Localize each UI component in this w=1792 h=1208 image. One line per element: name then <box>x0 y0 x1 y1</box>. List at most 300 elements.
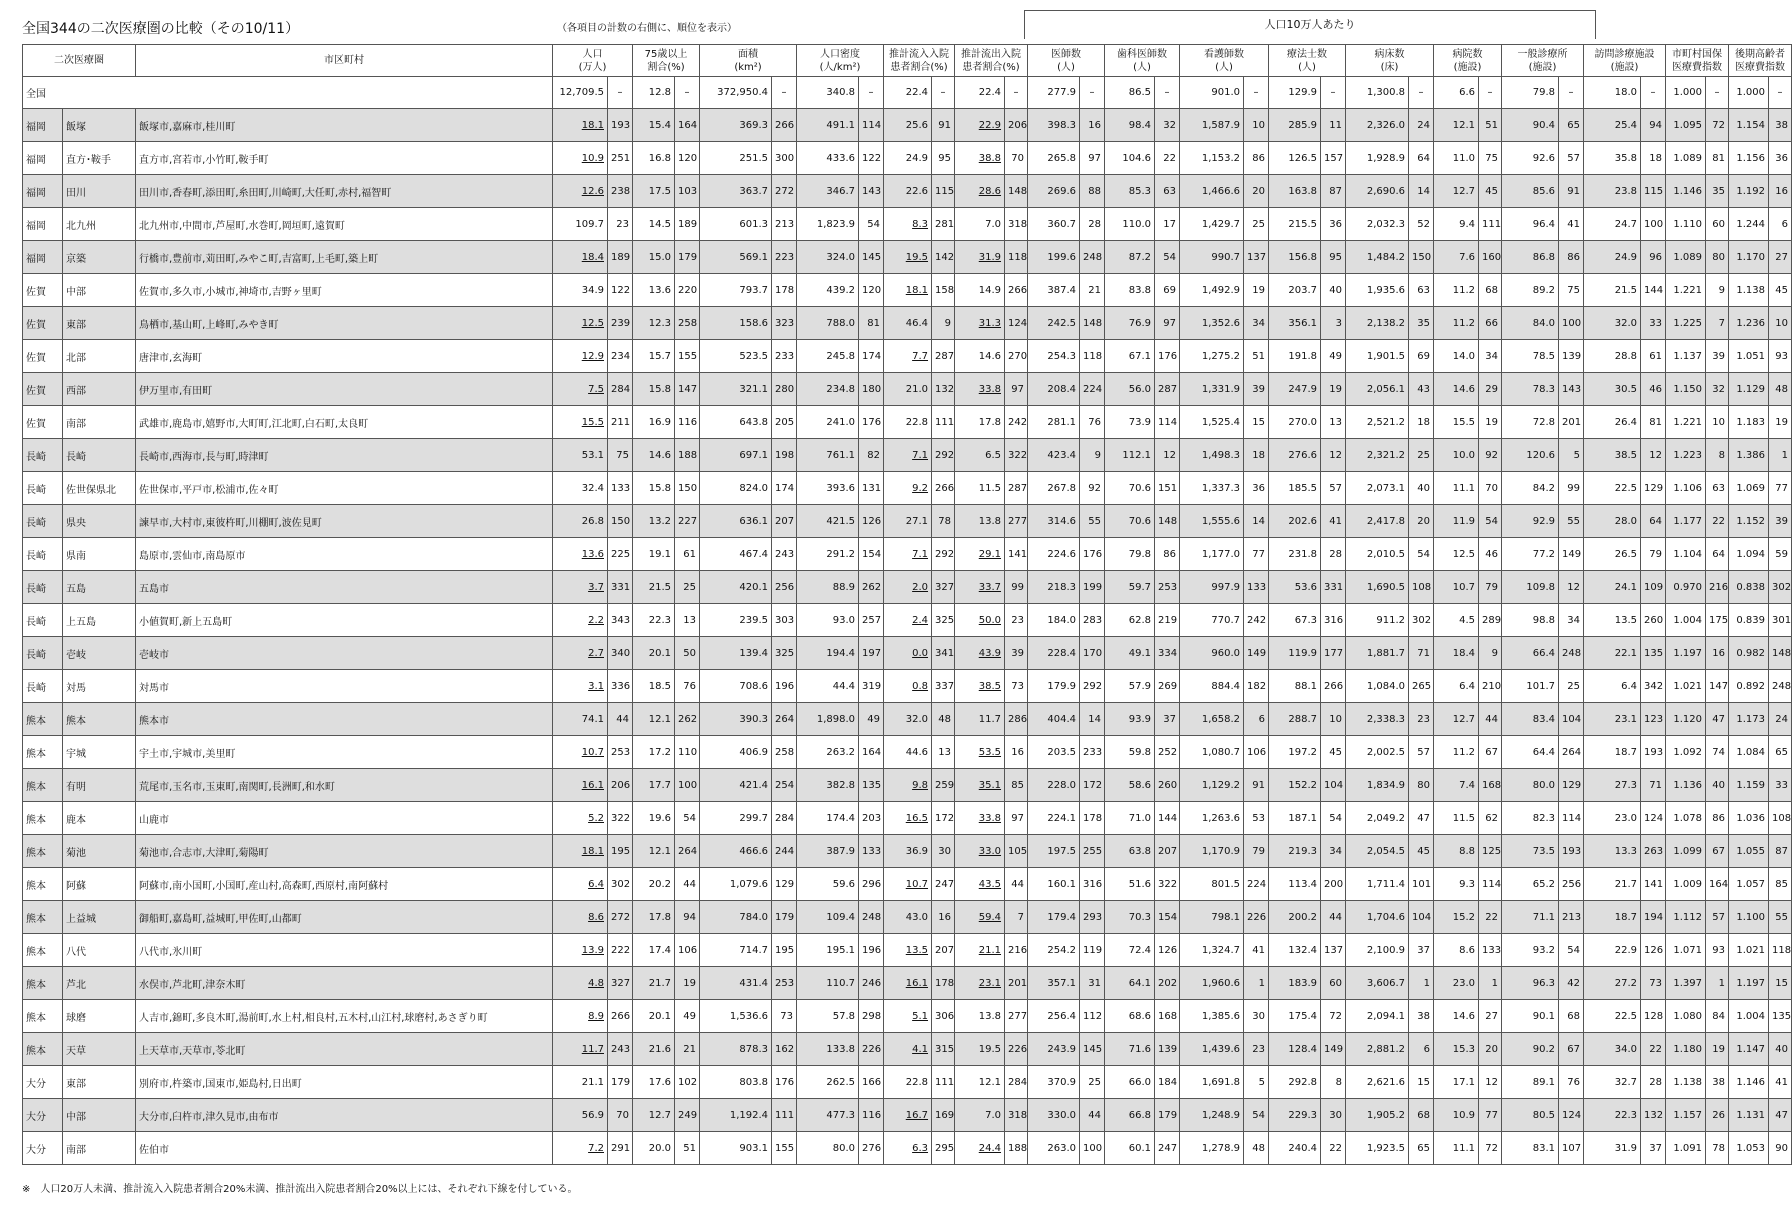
rank-cell: 306 <box>932 1000 955 1033</box>
header-col-1: 75歳以上 割合(%) <box>633 45 700 77</box>
value-cell <box>955 604 1005 637</box>
rank-cell: 29 <box>1479 373 1502 406</box>
value-cell <box>700 307 772 340</box>
value-text: 11.1 <box>1452 1142 1476 1154</box>
rank-cell: 14 <box>1080 703 1105 736</box>
value-cell <box>797 736 859 769</box>
value-text: 24.1 <box>1614 581 1638 593</box>
value-cell <box>700 835 772 868</box>
value-cell <box>1105 670 1155 703</box>
value-text: 1.080 <box>1673 1010 1703 1022</box>
value-cell <box>1180 175 1244 208</box>
value-text: 1.180 <box>1673 1043 1703 1055</box>
prefecture-cell: 福岡 <box>23 109 63 142</box>
value-cell <box>553 1033 608 1066</box>
rank-cell: 10 <box>1706 406 1729 439</box>
value-cell <box>1028 703 1080 736</box>
rank-cell: 111 <box>932 1066 955 1099</box>
value-cell <box>1666 934 1706 967</box>
value-text: 285.9 <box>1288 119 1318 131</box>
value-text: 20.1 <box>648 647 671 659</box>
value-text: 1,960.6 <box>1201 977 1241 989</box>
rank-cell: 256 <box>772 571 797 604</box>
rank-cell: 23 <box>1244 1033 1269 1066</box>
municipalities-cell: 諫早市,大村市,東彼杵町,川棚町,波佐見町 <box>136 505 553 538</box>
value-cell <box>955 802 1005 835</box>
value-text: 17.2 <box>648 746 671 758</box>
value-text: 20.2 <box>648 878 671 890</box>
value-cell <box>1502 307 1559 340</box>
value-text: 22.9 <box>978 119 1002 131</box>
value-cell <box>1729 967 1769 1000</box>
value-cell <box>797 934 859 967</box>
value-cell <box>955 637 1005 670</box>
rank-cell: 178 <box>772 274 797 307</box>
value-cell <box>1028 1033 1080 1066</box>
value-text: 179.4 <box>1047 911 1077 923</box>
area-cell: 県南 <box>63 538 136 571</box>
value-text: 119.9 <box>1288 647 1318 659</box>
value-text: 1,192.4 <box>729 1109 769 1121</box>
value-text: 64.4 <box>1532 746 1556 758</box>
rank-cell: 1 <box>1479 967 1502 1000</box>
value-cell <box>1105 175 1155 208</box>
prefecture-cell: 佐賀 <box>23 307 63 340</box>
value-cell <box>1584 868 1641 901</box>
value-text: 1,439.6 <box>1201 1043 1241 1055</box>
header-col-2: 面積 (km²) <box>700 45 797 77</box>
value-text: 22.6 <box>905 185 929 197</box>
value-cell <box>1729 1066 1769 1099</box>
value-text: 27.2 <box>1614 977 1638 989</box>
value-text: 70.6 <box>1128 515 1152 527</box>
value-cell: 372,950.4 <box>700 77 772 109</box>
value-cell <box>1729 769 1769 802</box>
value-text: 1.221 <box>1673 416 1703 428</box>
value-text: 229.3 <box>1288 1109 1318 1121</box>
value-cell <box>955 1000 1005 1033</box>
rank-cell: 36 <box>1244 472 1269 505</box>
rank-cell: 25 <box>1409 439 1434 472</box>
rank-cell: 9 <box>1479 637 1502 670</box>
value-cell <box>1180 472 1244 505</box>
value-cell <box>1502 802 1559 835</box>
value-text: 57.9 <box>1128 680 1152 692</box>
value-text: 15.0 <box>648 251 671 263</box>
value-cell <box>700 934 772 967</box>
value-cell <box>955 835 1005 868</box>
value-cell <box>1028 802 1080 835</box>
value-text: 7.1 <box>912 548 929 560</box>
value-text: 1.146 <box>1736 1076 1766 1088</box>
value-text: 421.5 <box>826 515 856 527</box>
table-row <box>23 109 1792 142</box>
value-cell <box>1180 406 1244 439</box>
value-cell <box>553 769 608 802</box>
value-text: 26.5 <box>1614 548 1638 560</box>
value-text: 83.1 <box>1532 1142 1556 1154</box>
value-cell <box>553 439 608 472</box>
value-text: 109.4 <box>826 911 856 923</box>
value-cell <box>1028 109 1080 142</box>
value-cell <box>1434 1132 1479 1165</box>
rank-cell: 253 <box>608 736 633 769</box>
value-cell <box>884 538 932 571</box>
rank-cell: 19 <box>1706 1033 1729 1066</box>
value-text: 2.0 <box>912 581 929 593</box>
value-cell <box>955 439 1005 472</box>
value-cell <box>633 604 675 637</box>
value-cell <box>1180 373 1244 406</box>
value-cell <box>1269 670 1321 703</box>
rank-cell: 106 <box>1244 736 1269 769</box>
value-cell <box>1269 241 1321 274</box>
value-cell <box>1502 208 1559 241</box>
rank-cell: 61 <box>675 538 700 571</box>
rank-cell: 84 <box>1706 1000 1729 1033</box>
rank-cell: 213 <box>1559 901 1584 934</box>
value-text: 22.5 <box>1614 482 1638 494</box>
value-cell <box>1666 637 1706 670</box>
prefecture-cell: 長崎 <box>23 571 63 604</box>
value-cell <box>797 373 859 406</box>
rank-cell: 10 <box>1769 307 1792 340</box>
value-cell <box>1434 802 1479 835</box>
rank-cell: 79 <box>1479 571 1502 604</box>
value-cell <box>1105 1000 1155 1033</box>
rank-cell: 27 <box>1769 241 1792 274</box>
rank-cell: 51 <box>675 1132 700 1165</box>
value-text: 2,621.6 <box>1366 1076 1406 1088</box>
table-row <box>23 769 1792 802</box>
value-cell <box>633 241 675 274</box>
value-text: 76.9 <box>1128 317 1152 329</box>
table-row <box>23 1099 1792 1132</box>
value-text: 19.5 <box>978 1043 1002 1055</box>
value-text: 466.6 <box>739 845 769 857</box>
rank-cell: 106 <box>675 934 700 967</box>
value-cell <box>1028 1066 1080 1099</box>
rank-cell: 114 <box>1479 868 1502 901</box>
header-col-4: 推計流入入院 患者割合(%) <box>884 45 955 77</box>
value-cell <box>1666 703 1706 736</box>
rank-cell: 266 <box>608 1000 633 1033</box>
area-cell: 中部 <box>63 1099 136 1132</box>
prefecture-cell: 熊本 <box>23 736 63 769</box>
rank-cell: 286 <box>1005 703 1028 736</box>
value-cell <box>1666 670 1706 703</box>
value-text: 314.6 <box>1047 515 1077 527</box>
value-cell <box>1502 406 1559 439</box>
rank-cell: 39 <box>1005 637 1028 670</box>
rank-cell: 44 <box>608 703 633 736</box>
header-municipalities: 市区町村 <box>136 45 553 77</box>
value-text: 16.8 <box>648 152 671 164</box>
value-cell <box>884 934 932 967</box>
rank-cell: 316 <box>1321 604 1346 637</box>
value-cell <box>1028 538 1080 571</box>
rank-cell: 33 <box>1641 307 1666 340</box>
rank-cell: 151 <box>1155 472 1180 505</box>
header-col-9: 療法士数 (人) <box>1269 45 1346 77</box>
value-text: 200.2 <box>1288 911 1318 923</box>
value-text: 59.8 <box>1128 746 1152 758</box>
value-text: 22.5 <box>1614 1010 1638 1022</box>
rank-cell: 120 <box>675 142 700 175</box>
rank-cell: 166 <box>859 1066 884 1099</box>
table-row <box>23 670 1792 703</box>
rank-cell: 54 <box>1409 538 1434 571</box>
rank-cell: 287 <box>932 340 955 373</box>
value-cell <box>1666 604 1706 637</box>
rank-cell: 54 <box>1479 505 1502 538</box>
rank-cell: 139 <box>1155 1033 1180 1066</box>
value-cell <box>700 571 772 604</box>
value-cell: 340.8 <box>797 77 859 109</box>
value-cell <box>1105 736 1155 769</box>
value-cell <box>1729 637 1769 670</box>
rank-cell: 33 <box>1769 769 1792 802</box>
rank-cell: 325 <box>772 637 797 670</box>
value-cell <box>700 670 772 703</box>
value-cell <box>1028 142 1080 175</box>
value-cell <box>1269 1033 1321 1066</box>
value-text: 1.147 <box>1736 1043 1766 1055</box>
rank-cell: 234 <box>608 340 633 373</box>
value-text: 14.9 <box>978 284 1002 296</box>
rank-cell: 54 <box>675 802 700 835</box>
value-cell <box>1269 505 1321 538</box>
value-cell <box>797 1066 859 1099</box>
value-cell <box>797 868 859 901</box>
rank-cell: 289 <box>1479 604 1502 637</box>
value-cell <box>1269 274 1321 307</box>
value-text: 43.0 <box>905 911 929 923</box>
rank-cell: 124 <box>1005 307 1028 340</box>
value-cell <box>1269 208 1321 241</box>
rank-cell: 19 <box>1321 373 1346 406</box>
value-cell <box>1269 637 1321 670</box>
value-cell <box>1584 670 1641 703</box>
value-text: 191.8 <box>1288 350 1318 362</box>
value-text: 241.0 <box>826 416 856 428</box>
value-cell <box>1105 307 1155 340</box>
value-cell <box>1105 1066 1155 1099</box>
municipalities-cell: 武雄市,鹿島市,嬉野市,大町町,江北町,白石町,太良町 <box>136 406 553 439</box>
rank-cell: – <box>1559 77 1584 109</box>
rank-cell: – <box>1005 77 1028 109</box>
value-text: 12.3 <box>648 317 671 329</box>
value-text: 1,905.2 <box>1366 1109 1406 1121</box>
rank-cell: 70 <box>1479 472 1502 505</box>
value-cell <box>553 967 608 1000</box>
value-cell <box>633 1099 675 1132</box>
municipalities-cell: 人吉市,錦町,多良木町,湯前町,水上村,相良村,五木村,山江村,球磨村,あさぎり町 <box>136 1000 553 1033</box>
table-row <box>23 637 1792 670</box>
rank-cell: 206 <box>608 769 633 802</box>
rank-cell: 295 <box>932 1132 955 1165</box>
value-text: 14.6 <box>978 350 1002 362</box>
value-text: 1.120 <box>1673 713 1703 725</box>
rank-cell: 129 <box>1559 769 1584 802</box>
value-text: 126.5 <box>1288 152 1318 164</box>
value-text: 17.4 <box>648 944 671 956</box>
rank-cell: 70 <box>608 1099 633 1132</box>
rank-cell: 135 <box>1769 1000 1792 1033</box>
value-cell: 6.6 <box>1434 77 1479 109</box>
value-cell <box>1729 1099 1769 1132</box>
municipalities-cell: 長崎市,西海市,長与町,時津町 <box>136 439 553 472</box>
value-cell <box>1434 406 1479 439</box>
value-text: 2,338.3 <box>1366 713 1406 725</box>
value-cell <box>955 736 1005 769</box>
rank-cell: 38 <box>1409 1000 1434 1033</box>
rank-cell: 248 <box>1559 637 1584 670</box>
value-text: 17.8 <box>648 911 671 923</box>
value-text: 83.8 <box>1128 284 1152 296</box>
rank-cell: 40 <box>1321 274 1346 307</box>
value-cell <box>1269 1000 1321 1033</box>
value-cell <box>1269 802 1321 835</box>
rank-cell: 164 <box>1706 868 1729 901</box>
value-cell <box>1180 703 1244 736</box>
value-cell <box>884 901 932 934</box>
value-cell <box>1180 109 1244 142</box>
rank-cell: 116 <box>675 406 700 439</box>
value-cell <box>553 802 608 835</box>
value-text: 56.0 <box>1128 383 1152 395</box>
value-cell <box>633 769 675 802</box>
value-cell <box>633 274 675 307</box>
value-text: 523.5 <box>739 350 769 362</box>
value-text: 1.071 <box>1673 944 1703 956</box>
rank-cell: 36 <box>1769 142 1792 175</box>
value-cell <box>1729 868 1769 901</box>
value-cell <box>1269 835 1321 868</box>
value-text: 86.8 <box>1532 251 1556 263</box>
value-text: 1,278.9 <box>1201 1142 1241 1154</box>
value-cell <box>1584 637 1641 670</box>
rank-cell: 28 <box>1321 538 1346 571</box>
value-cell <box>884 835 932 868</box>
value-cell <box>700 340 772 373</box>
value-cell <box>1502 769 1559 802</box>
value-text: 369.3 <box>739 119 769 131</box>
value-text: 203.7 <box>1288 284 1318 296</box>
value-text: 1.397 <box>1673 977 1703 989</box>
rank-cell: 270 <box>1005 340 1028 373</box>
rank-cell: 129 <box>1641 472 1666 505</box>
value-cell <box>700 1000 772 1033</box>
value-text: 254.3 <box>1047 350 1077 362</box>
area-cell: 佐世保県北 <box>63 472 136 505</box>
value-text: 85.3 <box>1128 185 1152 197</box>
value-text: 32.4 <box>581 482 604 494</box>
rank-cell: 65 <box>1409 1132 1434 1165</box>
value-cell <box>884 208 932 241</box>
national-row <box>23 77 1792 109</box>
value-cell <box>1105 1033 1155 1066</box>
value-text: 74.1 <box>581 713 604 725</box>
rank-cell: 20 <box>1409 505 1434 538</box>
rank-cell: 49 <box>675 1000 700 1033</box>
value-text: 56.9 <box>581 1109 604 1121</box>
rank-cell: 21 <box>1080 274 1105 307</box>
value-cell <box>1502 175 1559 208</box>
value-text: 16.7 <box>905 1109 929 1121</box>
value-cell <box>633 1132 675 1165</box>
rank-cell: 14 <box>1244 505 1269 538</box>
value-cell <box>633 373 675 406</box>
value-text: 714.7 <box>739 944 769 956</box>
value-text: 1.197 <box>1736 977 1766 989</box>
value-cell <box>797 340 859 373</box>
value-cell <box>1502 703 1559 736</box>
value-text: 11.2 <box>1452 317 1476 329</box>
value-cell <box>1434 868 1479 901</box>
value-cell <box>955 1099 1005 1132</box>
value-text: 390.3 <box>739 713 769 725</box>
value-cell <box>1180 868 1244 901</box>
rank-cell: 176 <box>1155 340 1180 373</box>
value-text: 1.100 <box>1736 911 1766 923</box>
value-text: 803.8 <box>739 1076 769 1088</box>
header-col-13: 訪問診療施設 (施設) <box>1584 45 1666 77</box>
value-cell: 12.8 <box>633 77 675 109</box>
value-cell <box>1346 1066 1409 1099</box>
rank-cell: 302 <box>1769 571 1792 604</box>
rank-cell: 188 <box>675 439 700 472</box>
area-cell: 京築 <box>63 241 136 274</box>
value-text: 185.5 <box>1288 482 1318 494</box>
rank-cell: 269 <box>1155 670 1180 703</box>
value-text: 3.1 <box>588 680 604 692</box>
value-cell <box>1346 241 1409 274</box>
value-text: 1,525.4 <box>1201 416 1241 428</box>
rank-cell: 48 <box>932 703 955 736</box>
value-cell <box>1666 142 1706 175</box>
value-text: 267.8 <box>1047 482 1077 494</box>
value-cell <box>1180 1000 1244 1033</box>
rank-cell: 174 <box>772 472 797 505</box>
value-text: 393.6 <box>826 482 856 494</box>
value-text: 423.4 <box>1047 449 1077 461</box>
value-cell <box>1666 802 1706 835</box>
value-text: 49.1 <box>1128 647 1152 659</box>
value-text: 7.7 <box>912 350 929 362</box>
value-cell <box>1502 868 1559 901</box>
rank-cell: 59 <box>1769 538 1792 571</box>
value-cell <box>1269 472 1321 505</box>
value-text: 44.6 <box>905 746 929 758</box>
value-cell <box>1105 901 1155 934</box>
value-text: 174.4 <box>826 812 856 824</box>
value-cell <box>1346 934 1409 967</box>
value-cell <box>1180 505 1244 538</box>
value-cell <box>884 439 932 472</box>
value-text: 17.6 <box>648 1076 671 1088</box>
rank-cell: 258 <box>772 736 797 769</box>
value-cell <box>553 1000 608 1033</box>
value-cell <box>1584 901 1641 934</box>
value-text: 1.173 <box>1736 713 1766 725</box>
rank-cell: 91 <box>1244 769 1269 802</box>
value-cell <box>700 406 772 439</box>
rank-cell: 22 <box>1479 901 1502 934</box>
value-text: 1,324.7 <box>1201 944 1241 956</box>
value-cell <box>1729 802 1769 835</box>
rank-cell: 7 <box>1706 307 1729 340</box>
